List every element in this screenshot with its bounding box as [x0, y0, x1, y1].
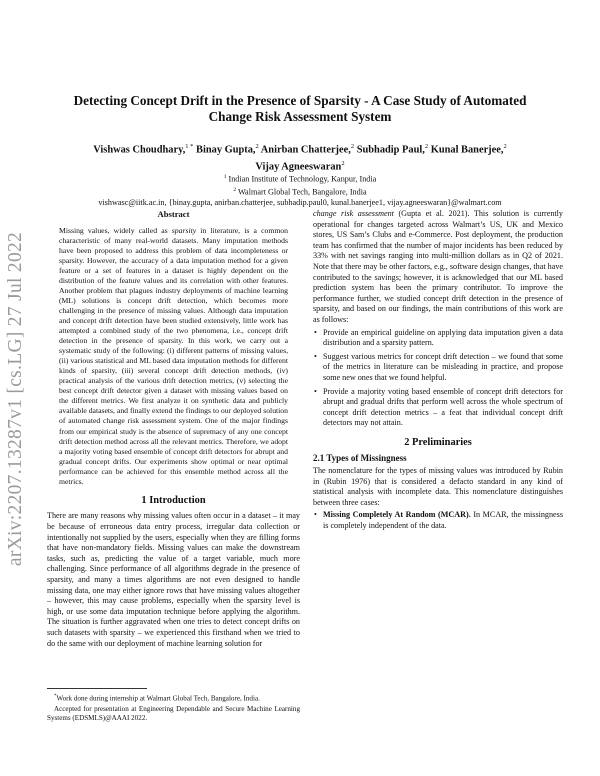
paper-title: Detecting Concept Drift in the Presence of Sparsity - A Case Study of Automated Change Risk Assessment System	[73, 93, 527, 124]
right-column	[313, 209, 563, 535]
author-name: Vijay Agneeswaran	[255, 161, 342, 173]
arxiv-stamp-text: arXiv:2207.13287v1 [cs.LG] 27 Jul 2022	[5, 231, 27, 567]
author-name: Binay Gupta,	[196, 144, 256, 156]
affiliations	[30, 172, 570, 208]
footnote: *Work done during internship at Walmart Global Tech, Bangalore, India.	[54, 694, 260, 703]
author-name: Anirban Chatterjee,	[260, 144, 351, 156]
author-affil-mark: 2	[424, 143, 429, 150]
author-name: Vishwas Choudhary,	[93, 144, 186, 156]
introduction-heading: 1 Introduction	[141, 494, 206, 506]
missingness-list	[313, 510, 563, 531]
introduction-para-continued: change risk assessment (Gupta et al. 2021). This solution is currently operational for changes targeted across Walmart’s US, UK and Mexico stores, US Sam’s Clubs and e-Commerce. Post deployment, the production team has confirmed that the number of major incidents has been reduced by 33% with net savings ranging into multi-million dollars as in Q2 of 2021. Note that there may be other factors, e.g., software design changes, that have contributed to the savings; however, it is acknowledged that our ML based prediction system has been the primary contributor. To improve the performance further, we studied concept drift detection in the presence of sparsity, and based on our findings, the main contributions of this work are as follows:	[313, 209, 563, 324]
list-item: • Provide a majority voting based ensemble of concept drift detectors for abrupt and gradual drifts that perform well across the whole spectrum of concept drift detection metrics – a feat that individual concept drift detectors may not attain.	[314, 386, 563, 428]
author-affil-mark: 2	[503, 143, 507, 150]
introduction-para-start: There are many reasons why missing values often occur in a dataset – it may be because of erroneous data entry process, irregular data collection or intentionally not supplied by the users, especially when they are filling forms that have non-mandatory fields. Missing values can make the downstream tasks, such as, predicting the value of a target variable, much more challenging. Since performance of all algorithms degrade in the presence of sparsity, and many a times algorithms are not even designed to handle missing data, one may either ignore rows that have missing values altogether – however, this may cause problems, especially when the sparsity level is high, or use some data imputation technique before applying the algorithm. The situation is further aggravated when one tries to detect concept drifts on such datasets with sparsity – we experienced this firsthand when we tried to do the same with our deployment of machine learning solution for	[47, 511, 300, 648]
list-item: • Missing Completely At Random (MCAR). In MCAR, the missingness is completely independent of the data.	[314, 510, 563, 531]
footnotes	[47, 688, 300, 724]
author-affil-mark: 1 *	[185, 143, 194, 150]
author-emails: vishwasc@iitk.ac.in, {binay.gupta, anirban.chatterjee, subhadip.paul0, kunal.banerjee1, vijay.agneeswaran}@walmart.com	[98, 198, 502, 208]
footnote-rule	[47, 688, 147, 689]
contribution-list	[313, 328, 563, 429]
affiliation-line: $^1$ Indian Institute of Technology, Kanpur, India	[223, 174, 377, 184]
list-item: • Provide an empirical guideline on applying data imputation given a data distribution and a sparsity pattern.	[314, 327, 563, 348]
author-affil-mark: 2	[350, 143, 355, 150]
abstract-body: Missing values, widely called as sparsity in literature, is a common characteristic of many real-world datasets. Many imputation methods have been proposed to address this problem of data incompleteness or sparsity. However, the accuracy of a data imputation method for a given feature or a set of features in a dataset is highly dependent on the distribution of the feature values and its correlation with other features. Another problem that plagues industry deployments of machine learning (ML) solutions is concept drift detection, which becomes more challenging in the presence of missing values. Although data imputation and concept drift detection have been studied extensively, little work has attempted a combined study of the two phenomena, i.e., concept drift detection in the presence of sparsity. In this work, we carry out a systematic study of the following: (i) different patterns of missing values, (ii) various statistical and ML based data imputation methods for different kinds of sparsity, (iii) several concept drift detection methods, (iv) practical analysis of the various drift detection metrics, (v) selecting the best concept drift detector given a dataset with missing values based on the different metrics. We first analyze it on synthetic data and publicly available datasets, and finally extend the findings to our deployed solution of automated change risk assessment system. One of the major findings from our empirical study is the absence of supremacy of any one concept drift detection method across all the relevant metrics. Therefore, we adopt a majority voting based ensemble of concept drift detectors for abrupt and gradual concept drifts. Our experiments show optimal or near optimal performance can be achieved for this ensemble method across all the metrics.	[59, 225, 288, 486]
author-affil-mark: 2	[341, 160, 345, 168]
author-list	[60, 140, 540, 175]
preliminaries-para: The nomenclature for the types of missing values was introduced by Rubin in (Rubin 1976) that is considered a defacto standard in any kind of statistical analysis with incomplete data. This nomenclature distinguishes between three cases:	[313, 466, 563, 507]
author-name: Subhadip Paul,	[356, 144, 425, 156]
bullet-icon: •	[314, 386, 317, 396]
bullet-icon: •	[314, 327, 317, 337]
preliminaries-heading: 2 Preliminaries	[404, 436, 472, 448]
bullet-icon: •	[314, 510, 317, 520]
missingness-subheading: 2.1 Types of Missingness	[313, 453, 407, 464]
bullet-icon: •	[314, 351, 317, 361]
abstract-heading: Abstract	[157, 209, 190, 219]
arxiv-stamp	[2, 215, 30, 583]
left-column	[47, 209, 300, 649]
list-item: • Suggest various metrics for concept drift detection – we found that some of the metrics in literature can be misleading in practice, and propose some new ones that we found helpful.	[314, 351, 563, 382]
affiliation-line: $^2$ Walmart Global Tech, Bangalore, India	[233, 187, 367, 197]
author-affil-mark: 2	[255, 143, 259, 150]
author-name: Kunal Banerjee,	[430, 144, 504, 156]
footnote: Accepted for presentation at Engineering Dependable and Secure Machine Learning Systems (EDSMLS)@AAAI 2022.	[47, 704, 300, 722]
